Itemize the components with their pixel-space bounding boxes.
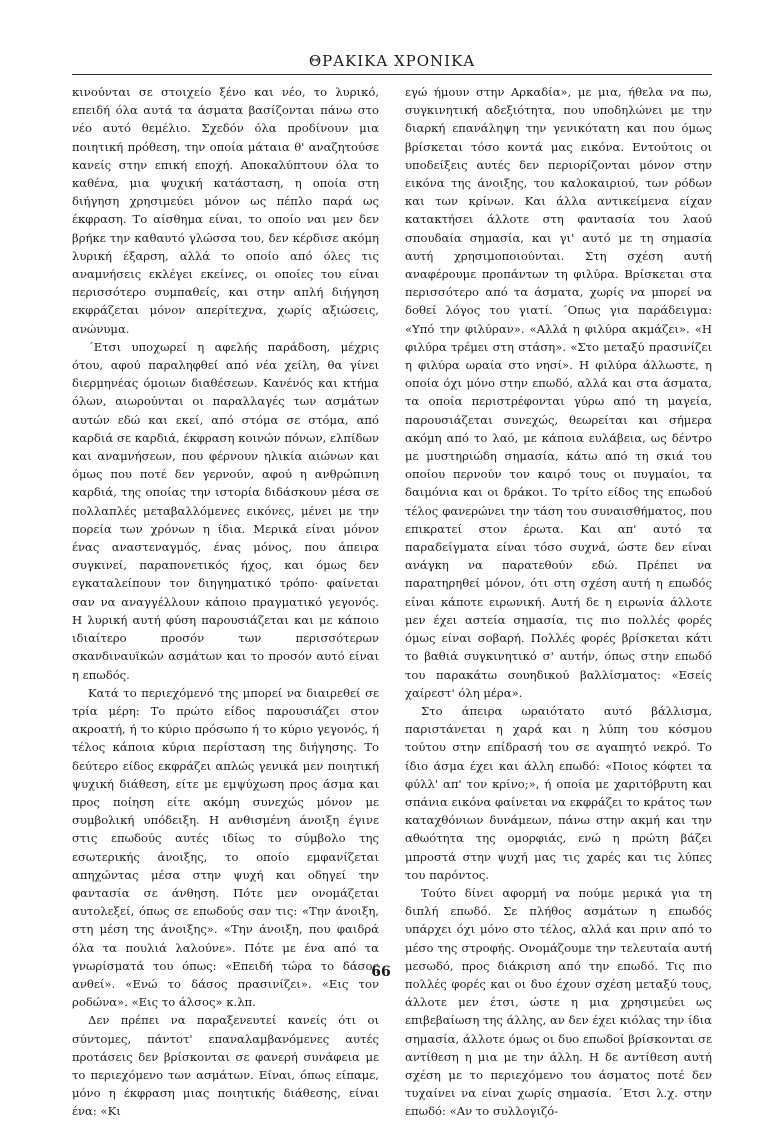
- running-header: ΘΡΑΚΙΚΑ ΧΡΟΝΙΚΑ: [308, 52, 476, 70]
- paragraph: Δεν πρέπει να παραξενευτεί κανείς ότι οι σύντομες, πάντοτ' επαναλαμβανόμενες αυτές προτάσεις δεν βρίσκονται σε φανερή συνάφεια με το περιεχόμενο των ασμάτων. Είναι, όπως είπαμε, μόνο η έκφραση μιας ποιητικής διάθεσης, είναι ένα: «Κι: [72, 1013, 379, 1119]
- header-rule: [72, 74, 712, 75]
- paragraph: εγώ ήμουν στην Αρκαδία», με μια, ήθελα να πω, συγκινητική αδεξιότητα, που υποδηλώνει με την διαρκή επανάληψη την γενικότατη και που όμως βρίσκεται τόσο κοντά μας εικόνα. Εντούτοις οι υποδείξεις αυτές δεν περιορίζονται μόνον στην εικόνα της άνοιξης, του καλοκαιριού, των ρόδων και των κρίνων. Και άλλα αντικείμενα είχαν κατακτήσει άλλοτε στη φαντασία του λαού σπουδαία σημασία, και γι' αυτό με τη σημασία αυτή χρησιμοποιούνται. Στη σχέση αυτή αναφέρουμε προπάντων τη φιλύρα. Βρίσκεται στα περισσότερο από τα άσματα, χωρίς να μπορεί να δοθεί λόγος του γιατί. ΄Οπως για παράδειγμα: «Υπό την φιλύραν». «Αλλά η φιλύρα ακμάζει». «Η φιλύρα τρέμει στη στάση». «Στο μεταξύ πρασινίζει η φιλύρα ωραία στο νησί». Η φιλύρα άλλωστε, η οποία όχι μόνο στην επωδό, αλλά και στα άσματα, τα οποία περιστρέφονται γύρω από τη μαγεία, παρουσιάζεται συνεχώς, θεωρείται και σήμερα ακόμη από το λαό, με κάποια ευλάβεια, ως δέντρο με μυστηριώδη σημασία, κάτω από τη σκιά του οποίου περνούν τον καιρό τους οι πυγμαίοι, τα δαιμόνια και οι δράκοι. Το τρίτο είδος της επωδού τέλος φανερώνει την τάση του συναισθήματος, που επικρατεί στον έρωτα. Και απ' αυτό τα παραδείγματα είναι τόσο συχνά, ώστε δεν είναι ανάγκη να παρατεθούν εδώ. Πρέπει να παρατηρηθεί μόνον, ότι στη σχέση αυτή η επωδός είναι κάποτε ειρωνική. Αυτή δε η ειρωνία άλλοτε μεν έχει αστεία σημασία, τις πιο πολλές φορές όμως είναι σοβαρή. Πολλές φορές βρίσκεται κάτι το βαθιά συγκινητικό σ' αυτήν, όπως στην επωδό του παρακάτω σουηδικού βαλλίσματος: «Εσείς χαίρεστ' όλη μέρα».: [405, 85, 712, 700]
- paragraph: Στο άπειρα ωραιότατο αυτό βάλλισμα, παριστάνεται η χαρά και η λύπη του κόσμου τούτου στην επίδρασή του σε αγαπητό νεκρό. Το ίδιο άσμα έχει και άλλη επωδό: «Ποιος κόφτει τα φύλλ' απ' τον κρίνο;», ή οποία με χαριτόβρυτη και σπάνια εικόνα φαίνεται να εκφράζει το κράτος των καταχθόνιων δυνάμεων, πάνω στην ακμή και την αθωότητα της ομορφιάς, ενώ η πρώτη βάζει μπροστά στην ψυχή μας τις χαρές και τις λύπες του παρόντος.: [405, 703, 712, 882]
- paragraph: ΄Ετσι υποχωρεί η αφελής παράδοση, μέχρις ότου, αφού παραληφθεί από νέα χείλη, θα γίνει διερμηνέας όμοιων διαθέσεων. Κανένός και κτήμα όλων, αιωρούνται οι παραλλαγές των ασμάτων αυτών εδώ και εκεί, από στόμα σε στόμα, από καρδιά σε καρδιά, έκφραση κοινών πόνων, ελπίδων και αναμνήσεων, που φέρνουν ηλικία αιώνων και όμως που ποτέ δεν γερνούν, αφού η ανθρώπινη καρδιά, της οποίας την ιστορία διδάσκουν μέσα σε πολλαπλές μεταβαλλόμενες εικόνες, μένει με την πορεία των χρόνων η ίδια. Μερικά είναι μόνον ένας αναστεναγμός, ένας μόνος, που άπειρα συγκινεί, παραπονετικός ήχος, και όμως δεν εγκαταλείπουν τον διηγηματικό τρόπο· φαίνεται σαν να αναγγέλλουν κάποιο πραγματικό γεγονός. Η λυρική αυτή φύση παρουσιάζεται και με κάποιο ιδιαίτερο προσόν των περισσότερων σκανδιναυϊκών ασμάτων και το προσόν αυτό είναι η επωδός.: [72, 339, 379, 682]
- paragraph: Τούτο δίνει αφορμή να πούμε μερικά για τη διπλή επωδό. Σε πλήθος ασμάτων η επωδός υπάρχει όχι μόνο στο τέλος, αλλά και πριν από το μέσο της στροφής. Ονομάζουμε την τελευταία αυτή μεσωδό, προς διάκριση από την επωδό. Τις πιο πολλές φορές και οι δυο έχουν σχέση μεταξύ τους, άλλοτε μεν έτσι, ώστε η μια χρησιμεύει ως επιβεβαίωση της άλλης, αν δεν έχει κιόλας την ίδια σημασία, άλλοτε όμως οι δυο επωδοί βρίσκονται σε αντίθεση η μια με την άλλη. Η δε αντίθεση αυτή σχέση με το περιεχόμενο του άσματος ποτέ δεν τυχαίνει να είναι χωρίς σημασία. ΄Ετσι λ.χ. στην επωδό: «Αν το συλλογιζό-: [405, 885, 712, 1119]
- paragraph: Κατά το περιεχόμενό της μπορεί να διαιρεθεί σε τρία μέρη: Το πρώτο είδος παρουσιάζει στον ακροατή, ή το κύριο πρόσωπο ή το κύριο γεγονός, ή τέλος κάποια κύρια περίσταση της διήγησης. Το δεύτερο είδος εκφράζει απλώς γενικά μεν ποιητική ψυχική διάθεση, είτε με εμψύχωση προς άσμα και προς ποίηση είτε ακόμη συνεχώς μόνον με συμβολική υπόδειξη. Η ανθισμένη άνοιξη έγινε στις επωδούς αυτές ιδίως το σύμβολο της εσωτερικής άνοιξης, το οποίο εμφανίζεται απηχώντας μέσα στην ψυχή και οδηγεί την φαντασία σε άνθηση. Πότε μεν ονομάζεται αυτολεξεί, όπως σε επωδούς σαν τις: «Την άνοιξη, στη μέση της άνοιξης». «Την άνοιξη, που φαιδρά όλα τα πουλιά λαλούνε». Πότε με ένα από τα γνωρίσματά του όπως: «Επειδή τώρα το δάσος ανθεί». «Ενώ το δάσος πρασινίζει». «Εις τον ροδώνα». «Εις το άλσος» κ.λπ.: [72, 685, 379, 1010]
- paragraph: κινούνται σε στοιχείο ξένο και νέο, το λυρικό, επειδή όλα αυτά τα άσματα βασίζονται πάνω στο νέο αυτό θεμέλιο. Σχεδόν όλα προδίνουν μια ποιητική πρόθεση, την οποία μάταια θ' αναζητούσε κανείς στην επική εποχή. Αποκαλύπτουν όλα το καθένα, μια ψυχική κατάσταση, η οποία στη διήγηση χρησιμεύει μόνον ως πέπλο παρά ως έκφραση. Το αίσθημα είναι, το οποίο ναι μεν δεν βρήκε την καθαυτό γλώσσα του, δεν κέρδισε ακόμη λυρική έξαρση, αλλά το οποίο από όλες τις αναμνήσεις εκλέγει εκείνες, οι οποίες του είναι περισσότερο συμπαθείς, και στην απλή διήγηση εκφράζεται μόνον απερίτεχνα, χωρίς αξιώσεις, ανώνυμα.: [72, 85, 379, 336]
- page-number: 66: [371, 964, 391, 980]
